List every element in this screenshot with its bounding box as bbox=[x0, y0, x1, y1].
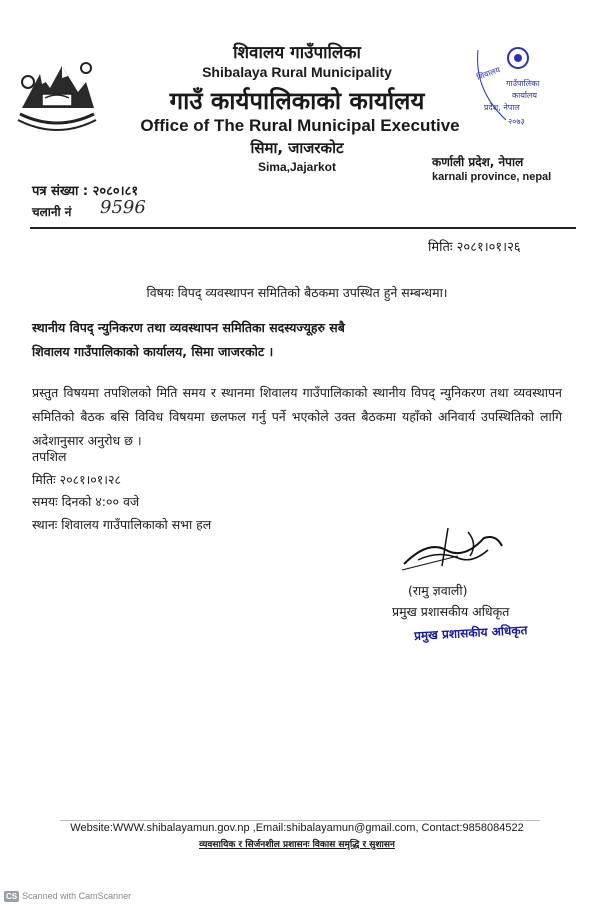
camscanner-logo-icon: CS bbox=[6, 892, 18, 901]
header-divider bbox=[30, 227, 576, 229]
province-nepali: कर्णाली प्रदेश, नेपाल bbox=[432, 155, 524, 169]
province-english: karnali province, nepal bbox=[432, 171, 552, 183]
meeting-date: मितिः २०८१।०१।२८ bbox=[32, 472, 122, 487]
footer-divider bbox=[60, 820, 540, 821]
official-seal-stamp bbox=[466, 40, 566, 130]
dispatch-number-handwritten: 9596 bbox=[100, 197, 146, 218]
footer-slogan: व्यवसायिक र सिर्जनशील प्रशासनः विकास समृद्धि र सुशासन bbox=[199, 840, 395, 850]
details-heading: तपशिल bbox=[32, 449, 67, 464]
scanner-watermark-text: Scanned with CamScanner bbox=[22, 891, 132, 901]
location-english: Sima,Jajarkot bbox=[257, 160, 337, 174]
letter-reference-number: पत्र संख्या : २०८०।८१ bbox=[32, 184, 139, 199]
location-nepali: सिमा, जाजरकोट bbox=[250, 139, 344, 157]
svg-text:कार्यालय: कार्यालय bbox=[512, 91, 537, 100]
meeting-venue: स्थानः शिवालय गाउँपालिकाको सभा हल bbox=[32, 517, 212, 532]
municipality-name-english: Shibalaya Rural Municipality bbox=[202, 64, 392, 80]
letter-subject: विषयः विपद् व्यवस्थापन समितिको बैठकमा उपस्थित हुने सम्बन्धमा। bbox=[146, 285, 448, 300]
municipality-name-nepali: शिवालय गाउँपालिका bbox=[233, 43, 361, 63]
letter-date: मितिः २०८१।०१।२६ bbox=[428, 240, 521, 255]
meeting-time: समयः दिनको ४:०० वजे bbox=[32, 494, 140, 509]
dispatch-number-label: चलानी नं bbox=[32, 205, 72, 219]
handwritten-signature bbox=[398, 520, 510, 576]
signatory-title-stamp: प्रमुख प्रशासकीय अधिकृत bbox=[413, 623, 528, 643]
office-name-nepali: गाउँ कार्यपालिकाको कार्यालय bbox=[169, 87, 425, 115]
office-name-english: Office of The Rural Municipal Executive bbox=[140, 116, 460, 135]
recipient-line-2: शिवालय गाउँपालिकाको कार्यालय, सिमा जाजरकोट । bbox=[32, 344, 274, 359]
signatory-name: (रामु ज्ञवाली) bbox=[408, 583, 468, 598]
svg-text:शिवालय: शिवालय bbox=[475, 65, 502, 82]
scanner-watermark bbox=[4, 891, 131, 902]
svg-text:गाउँपालिका: गाउँपालिका bbox=[506, 79, 540, 88]
svg-text:२०७३: २०७३ bbox=[508, 117, 525, 126]
footer-contact: Website:WWW.shibalayamun.gov.np ,Email:shibalayamun@gmail.com, Contact:9858084522 bbox=[70, 822, 524, 834]
svg-text:प्रदेश, नेपाल: प्रदेश, नेपाल bbox=[484, 103, 520, 112]
signatory-title: प्रमुख प्रशासकीय अधिकृत bbox=[392, 604, 510, 619]
letter-body-paragraph: प्रस्तुत विषयमा तपशिलको मिति समय र स्थानमा शिवालय गाउँपालिकाको स्थानीय विपद् न्युनिकरण तथा व्यवस्थापन समितिको बैठक बसि विविध विषयमा छलफल गर्नु पर्ने भएकोले उक्त बैठकमा यहाँको अनिवार्य उपस्थितिको लागि अदेशानुसार अनुरोध छ । bbox=[32, 385, 562, 448]
recipient-line-1: स्थानीय विपद् न्युनिकरण तथा व्यवस्थापन समितिका सदस्यज्यूहरु सबै bbox=[32, 320, 345, 335]
